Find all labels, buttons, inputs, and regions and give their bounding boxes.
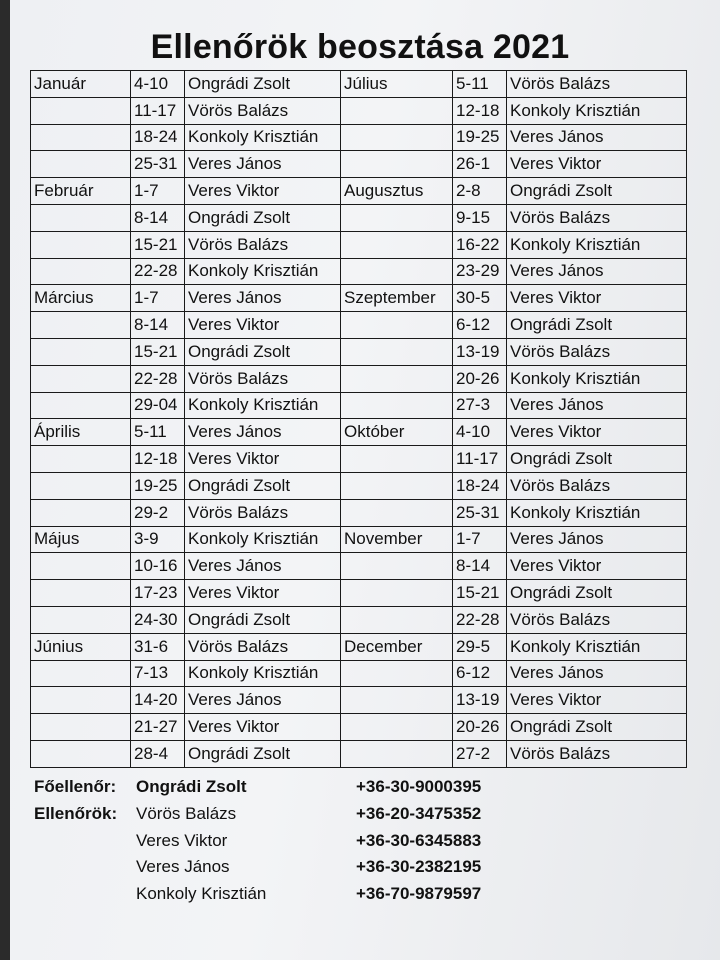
dates-cell: 23-29 bbox=[453, 258, 507, 285]
month-cell bbox=[31, 204, 131, 231]
inspector-cell: Ongrádi Zsolt bbox=[185, 204, 341, 231]
inspectors-label: Ellenőrök: bbox=[34, 803, 118, 823]
dates-cell: 24-30 bbox=[131, 606, 185, 633]
inspector-phone: +36-30-6345883 bbox=[356, 830, 482, 850]
inspector-phone: +36-30-2382195 bbox=[356, 857, 482, 877]
month-cell: Szeptember bbox=[341, 285, 453, 312]
inspector-cell: Konkoly Krisztián bbox=[185, 526, 341, 553]
inspector-cell: Konkoly Krisztián bbox=[185, 258, 341, 285]
inspector-cell: Konkoly Krisztián bbox=[507, 633, 687, 660]
month-cell bbox=[31, 553, 131, 580]
dates-cell: 15-21 bbox=[453, 580, 507, 607]
month-cell bbox=[31, 580, 131, 607]
inspector-row bbox=[34, 854, 694, 881]
dates-cell: 18-24 bbox=[131, 124, 185, 151]
inspector-cell: Veres Viktor bbox=[185, 312, 341, 339]
inspector-cell: Vörös Balázs bbox=[507, 606, 687, 633]
month-cell: Június bbox=[31, 633, 131, 660]
inspector-cell: Vörös Balázs bbox=[185, 499, 341, 526]
dates-cell: 20-26 bbox=[453, 714, 507, 741]
inspector-phone: +36-70-9879597 bbox=[356, 884, 482, 904]
inspector-cell: Ongrádi Zsolt bbox=[507, 580, 687, 607]
inspector-cell: Konkoly Krisztián bbox=[507, 97, 687, 124]
schedule-row bbox=[31, 178, 687, 205]
inspector-cell: Veres Viktor bbox=[185, 178, 341, 205]
inspector-cell: Ongrádi Zsolt bbox=[507, 178, 687, 205]
month-cell bbox=[341, 392, 453, 419]
dates-cell: 29-2 bbox=[131, 499, 185, 526]
dates-cell: 5-11 bbox=[131, 419, 185, 446]
dates-cell: 10-16 bbox=[131, 553, 185, 580]
month-cell bbox=[341, 553, 453, 580]
inspector-cell: Veres János bbox=[507, 124, 687, 151]
inspector-cell: Veres Viktor bbox=[507, 419, 687, 446]
inspector-cell: Ongrádi Zsolt bbox=[185, 740, 341, 767]
schedule-row bbox=[31, 365, 687, 392]
dates-cell: 14-20 bbox=[131, 687, 185, 714]
contacts-block bbox=[34, 774, 694, 908]
inspector-cell: Veres Viktor bbox=[507, 285, 687, 312]
schedule-row bbox=[31, 687, 687, 714]
schedule-row bbox=[31, 71, 687, 98]
month-cell: Január bbox=[31, 71, 131, 98]
dates-cell: 22-28 bbox=[131, 258, 185, 285]
dates-cell: 6-12 bbox=[453, 660, 507, 687]
dates-cell: 22-28 bbox=[453, 606, 507, 633]
dates-cell: 16-22 bbox=[453, 231, 507, 258]
inspector-phone: +36-20-3475352 bbox=[356, 803, 482, 823]
chief-inspector-row bbox=[34, 774, 694, 801]
inspector-cell: Vörös Balázs bbox=[185, 231, 341, 258]
inspector-name: Vörös Balázs bbox=[136, 803, 237, 823]
dates-cell: 1-7 bbox=[131, 285, 185, 312]
inspector-cell: Vörös Balázs bbox=[507, 740, 687, 767]
month-cell bbox=[341, 714, 453, 741]
month-cell bbox=[31, 124, 131, 151]
month-cell bbox=[341, 580, 453, 607]
chief-inspector-name: Ongrádi Zsolt bbox=[136, 777, 247, 796]
month-cell: Október bbox=[341, 419, 453, 446]
month-cell bbox=[341, 365, 453, 392]
inspector-cell: Konkoly Krisztián bbox=[185, 660, 341, 687]
dates-cell: 30-5 bbox=[453, 285, 507, 312]
inspector-cell: Ongrádi Zsolt bbox=[185, 338, 341, 365]
inspector-cell: Vörös Balázs bbox=[507, 338, 687, 365]
month-cell bbox=[31, 714, 131, 741]
month-cell bbox=[341, 446, 453, 473]
month-cell bbox=[31, 338, 131, 365]
inspector-cell: Veres Viktor bbox=[507, 687, 687, 714]
month-cell: Február bbox=[31, 178, 131, 205]
dates-cell: 28-4 bbox=[131, 740, 185, 767]
inspector-cell: Konkoly Krisztián bbox=[507, 231, 687, 258]
inspector-name: Konkoly Krisztián bbox=[136, 884, 267, 904]
month-cell bbox=[31, 312, 131, 339]
inspector-cell: Vörös Balázs bbox=[185, 633, 341, 660]
inspector-row bbox=[34, 801, 694, 828]
inspector-cell: Veres János bbox=[507, 660, 687, 687]
inspector-cell: Veres János bbox=[185, 151, 341, 178]
schedule-row bbox=[31, 312, 687, 339]
schedule-row bbox=[31, 553, 687, 580]
month-cell bbox=[31, 258, 131, 285]
schedule-row bbox=[31, 580, 687, 607]
inspector-row bbox=[34, 828, 694, 855]
month-cell bbox=[31, 446, 131, 473]
month-cell bbox=[341, 740, 453, 767]
inspector-cell: Veres Viktor bbox=[507, 151, 687, 178]
schedule-row bbox=[31, 124, 687, 151]
schedule-row bbox=[31, 499, 687, 526]
month-cell: Április bbox=[31, 419, 131, 446]
inspector-cell: Veres János bbox=[507, 392, 687, 419]
dates-cell: 13-19 bbox=[453, 338, 507, 365]
inspector-cell: Veres János bbox=[507, 258, 687, 285]
month-cell bbox=[341, 606, 453, 633]
dates-cell: 17-23 bbox=[131, 580, 185, 607]
inspector-cell: Ongrádi Zsolt bbox=[507, 714, 687, 741]
inspector-cell: Vörös Balázs bbox=[185, 97, 341, 124]
dates-cell: 26-1 bbox=[453, 151, 507, 178]
dates-cell: 1-7 bbox=[453, 526, 507, 553]
schedule-row bbox=[31, 204, 687, 231]
dates-cell: 27-2 bbox=[453, 740, 507, 767]
dates-cell: 4-10 bbox=[131, 71, 185, 98]
dates-cell: 20-26 bbox=[453, 365, 507, 392]
dates-cell: 15-21 bbox=[131, 231, 185, 258]
month-cell bbox=[31, 499, 131, 526]
page-title: Ellenőrök beosztása 2021 bbox=[150, 28, 570, 66]
month-cell bbox=[31, 687, 131, 714]
inspector-cell: Vörös Balázs bbox=[185, 365, 341, 392]
dates-cell: 8-14 bbox=[131, 312, 185, 339]
schedule-row bbox=[31, 231, 687, 258]
month-cell bbox=[31, 740, 131, 767]
month-cell bbox=[341, 338, 453, 365]
month-cell bbox=[31, 660, 131, 687]
month-cell bbox=[31, 231, 131, 258]
dates-cell: 8-14 bbox=[453, 553, 507, 580]
inspector-cell: Ongrádi Zsolt bbox=[507, 312, 687, 339]
inspector-cell: Veres János bbox=[185, 419, 341, 446]
inspector-cell: Vörös Balázs bbox=[507, 472, 687, 499]
dates-cell: 1-7 bbox=[131, 178, 185, 205]
inspector-row bbox=[34, 881, 694, 908]
dates-cell: 2-8 bbox=[453, 178, 507, 205]
dates-cell: 22-28 bbox=[131, 365, 185, 392]
schedule-table bbox=[30, 70, 687, 768]
dates-cell: 12-18 bbox=[453, 97, 507, 124]
dates-cell: 4-10 bbox=[453, 419, 507, 446]
schedule-row bbox=[31, 714, 687, 741]
month-cell: Augusztus bbox=[341, 178, 453, 205]
schedule-row bbox=[31, 97, 687, 124]
schedule-row bbox=[31, 419, 687, 446]
dates-cell: 8-14 bbox=[131, 204, 185, 231]
inspector-cell: Veres Viktor bbox=[507, 553, 687, 580]
inspector-cell: Veres János bbox=[185, 285, 341, 312]
month-cell bbox=[31, 365, 131, 392]
dates-cell: 25-31 bbox=[453, 499, 507, 526]
dates-cell: 11-17 bbox=[131, 97, 185, 124]
month-cell bbox=[341, 124, 453, 151]
schedule-row bbox=[31, 633, 687, 660]
dates-cell: 19-25 bbox=[131, 472, 185, 499]
inspector-cell: Konkoly Krisztián bbox=[185, 124, 341, 151]
month-cell bbox=[341, 258, 453, 285]
chief-inspector-label: Főellenőr: bbox=[34, 777, 117, 796]
month-cell bbox=[31, 392, 131, 419]
dates-cell: 25-31 bbox=[131, 151, 185, 178]
inspector-cell: Veres Viktor bbox=[185, 580, 341, 607]
inspector-cell: Konkoly Krisztián bbox=[507, 499, 687, 526]
inspector-cell: Vörös Balázs bbox=[507, 71, 687, 98]
month-cell: Március bbox=[31, 285, 131, 312]
month-cell bbox=[31, 151, 131, 178]
dates-cell: 29-04 bbox=[131, 392, 185, 419]
inspector-cell: Konkoly Krisztián bbox=[185, 392, 341, 419]
schedule-row bbox=[31, 392, 687, 419]
dates-cell: 19-25 bbox=[453, 124, 507, 151]
month-cell bbox=[341, 231, 453, 258]
inspector-cell: Ongrádi Zsolt bbox=[507, 446, 687, 473]
schedule-row bbox=[31, 472, 687, 499]
dates-cell: 6-12 bbox=[453, 312, 507, 339]
month-cell: December bbox=[341, 633, 453, 660]
month-cell bbox=[31, 472, 131, 499]
chief-inspector-phone: +36-30-9000395 bbox=[356, 777, 482, 796]
month-cell bbox=[31, 97, 131, 124]
inspector-cell: Veres Viktor bbox=[185, 446, 341, 473]
month-cell bbox=[341, 499, 453, 526]
inspector-cell: Veres János bbox=[185, 553, 341, 580]
schedule-row bbox=[31, 660, 687, 687]
inspector-cell: Veres János bbox=[185, 687, 341, 714]
month-cell: Július bbox=[341, 71, 453, 98]
schedule-row bbox=[31, 526, 687, 553]
inspector-cell: Ongrádi Zsolt bbox=[185, 472, 341, 499]
dates-cell: 29-5 bbox=[453, 633, 507, 660]
month-cell bbox=[341, 687, 453, 714]
schedule-row bbox=[31, 446, 687, 473]
dates-cell: 13-19 bbox=[453, 687, 507, 714]
month-cell bbox=[341, 472, 453, 499]
month-cell: November bbox=[341, 526, 453, 553]
inspector-cell: Veres Viktor bbox=[185, 714, 341, 741]
schedule-row bbox=[31, 606, 687, 633]
inspector-cell: Vörös Balázs bbox=[507, 204, 687, 231]
schedule-row bbox=[31, 258, 687, 285]
dates-cell: 5-11 bbox=[453, 71, 507, 98]
inspector-cell: Konkoly Krisztián bbox=[507, 365, 687, 392]
inspector-cell: Veres János bbox=[507, 526, 687, 553]
month-cell bbox=[341, 97, 453, 124]
schedule-row bbox=[31, 151, 687, 178]
schedule-row bbox=[31, 285, 687, 312]
month-cell bbox=[31, 606, 131, 633]
month-cell bbox=[341, 312, 453, 339]
month-cell: Május bbox=[31, 526, 131, 553]
dates-cell: 31-6 bbox=[131, 633, 185, 660]
schedule-row bbox=[31, 338, 687, 365]
dates-cell: 11-17 bbox=[453, 446, 507, 473]
dates-cell: 7-13 bbox=[131, 660, 185, 687]
dates-cell: 27-3 bbox=[453, 392, 507, 419]
month-cell bbox=[341, 660, 453, 687]
dates-cell: 9-15 bbox=[453, 204, 507, 231]
month-cell bbox=[341, 151, 453, 178]
dates-cell: 18-24 bbox=[453, 472, 507, 499]
month-cell bbox=[341, 204, 453, 231]
dates-cell: 12-18 bbox=[131, 446, 185, 473]
dates-cell: 21-27 bbox=[131, 714, 185, 741]
inspector-name: Veres Viktor bbox=[136, 830, 228, 850]
schedule-row bbox=[31, 740, 687, 767]
inspector-name: Veres János bbox=[136, 857, 230, 877]
dates-cell: 15-21 bbox=[131, 338, 185, 365]
dates-cell: 3-9 bbox=[131, 526, 185, 553]
inspector-cell: Ongrádi Zsolt bbox=[185, 606, 341, 633]
inspector-cell: Ongrádi Zsolt bbox=[185, 71, 341, 98]
